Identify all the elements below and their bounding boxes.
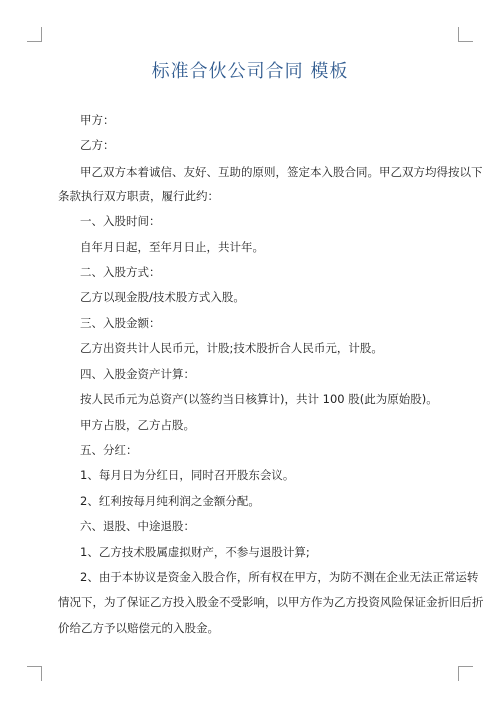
section-2-body: 乙方以现金股/技术股方式入股。 <box>80 290 245 304</box>
section-3-body: 乙方出资共计人民币元，计股;技术股折合人民币元，计股。 <box>80 341 383 355</box>
section-6-item-1: 1、乙方技术股属虚拟财产，不参与退股计算; <box>80 545 310 559</box>
document-title: 标准合伙公司合同 模板 <box>151 61 349 82</box>
section-5-item-2: 2、红利按每月纯利润之金额分配。 <box>80 494 260 508</box>
crop-mark-top-right <box>458 27 473 42</box>
section-4-body: 按人民币元为总资产(以签约当日核算计)，共计 100 股(此为原始股)。 <box>80 392 438 406</box>
section-5-item-1: 1、每月日为分红日，同时召开股东会议。 <box>80 468 295 482</box>
crop-mark-top-left <box>27 27 42 42</box>
party-a-label: 甲方： <box>80 113 115 127</box>
section-6-item-2-line-2: 情况下，为了保证乙方投入股金不受影响，以甲方作为乙方投资风险保证金折旧后折 <box>58 595 484 609</box>
section-4-heading: 四、入股金资产计算： <box>80 367 195 381</box>
preamble-line-2: 条款执行双方职责，履行此约： <box>58 189 219 203</box>
crop-mark-bottom-left <box>27 666 42 681</box>
section-4-share-split: 甲方占股，乙方占股。 <box>80 418 195 432</box>
section-5-heading: 五、分红： <box>80 443 138 457</box>
crop-mark-bottom-right <box>458 666 473 681</box>
section-1-body: 自年月日起，至年月日止，共计年。 <box>80 240 264 254</box>
party-b-label: 乙方： <box>80 138 115 152</box>
section-2-heading: 二、入股方式： <box>80 265 161 279</box>
section-6-item-2-line-1: 2、由于本协议是资金入股合作，所有权在甲方，为防不测在企业无法正常运转 <box>80 570 479 584</box>
preamble-line-1: 甲乙双方本着诚信、友好、互助的原则，签定本入股合同。甲乙双方均得按以下 <box>80 165 483 179</box>
section-6-item-2-line-3: 价给乙方予以赔偿元的入股金。 <box>58 621 219 635</box>
section-1-heading: 一、入股时间： <box>80 214 161 228</box>
section-6-heading: 六、退股、中途退股： <box>80 519 195 533</box>
section-3-heading: 三、入股金额： <box>80 316 161 330</box>
